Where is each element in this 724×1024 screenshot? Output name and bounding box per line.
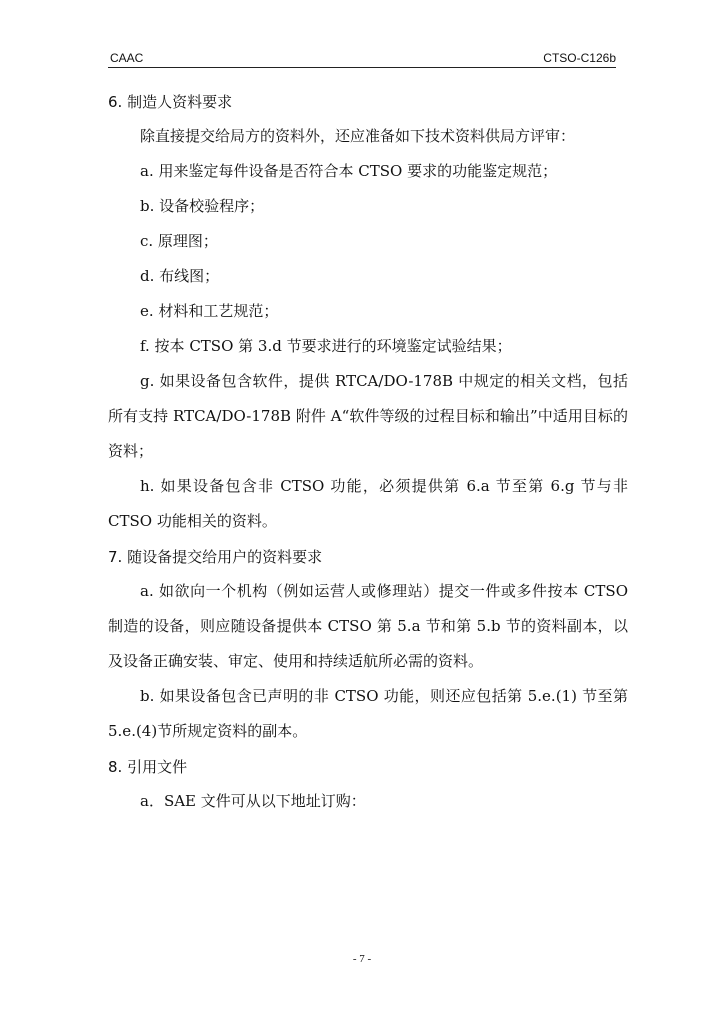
section-heading: 7. 随设备提交给用户的资料要求 — [108, 548, 323, 566]
list-item: b. 设备校验程序； — [140, 197, 265, 215]
paragraph: 除直接提交给局方的资料外，还应准备如下技术资料供局方评审： — [140, 127, 576, 145]
section-7 — [108, 547, 628, 749]
list-item: h. 如果设备包含非 CTSO 功能，必须提供第 6.a 节至第 6.g 节与非 CTSO 功能相关的资料。 — [108, 477, 628, 530]
header-doc-id: CTSO-C126b — [543, 51, 616, 65]
list-item: a. 如欲向一个机构（例如运营人或修理站）提交一件或多件按本 CTSO 制造的设备，则应随设备提供本 CTSO 第 5.a 节和第 5.b 节的资料副本，以及设备正确安装、审定、使用和持续适航所必需的资料。 — [108, 582, 628, 670]
list-item: a. 用来鉴定每件设备是否符合本 CTSO 要求的功能鉴定规范； — [140, 162, 558, 180]
list-item: e. 材料和工艺规范； — [140, 302, 279, 320]
section-heading: 6. 制造人资料要求 — [108, 93, 233, 111]
page-number: - 7 - — [352, 953, 372, 965]
list-item: g. 如果设备包含软件，提供 RTCA/DO-178B 中规定的相关文档，包括所有支持 RTCA/DO-178B 附件 A“软件等级的过程目标和输出”中适用目标的资料； — [108, 372, 628, 460]
header-org: CAAC — [110, 51, 144, 65]
list-item: c. 原理图； — [140, 232, 218, 250]
section-8 — [108, 757, 628, 819]
section-6 — [108, 92, 628, 539]
document-body — [108, 82, 628, 819]
list-item: b. 如果设备包含已声明的非 CTSO 功能，则还应包括第 5.e.(1) 节至第 5.e.(4)节所规定资料的副本。 — [108, 687, 628, 740]
list-item: f. 按本 CTSO 第 3.d 节要求进行的环境鉴定试验结果； — [140, 337, 512, 355]
list-item: a．SAE 文件可从以下地址订购： — [140, 792, 366, 810]
page-header — [108, 49, 616, 68]
list-item: d. 布线图； — [140, 267, 220, 285]
section-heading: 8. 引用文件 — [108, 758, 188, 776]
